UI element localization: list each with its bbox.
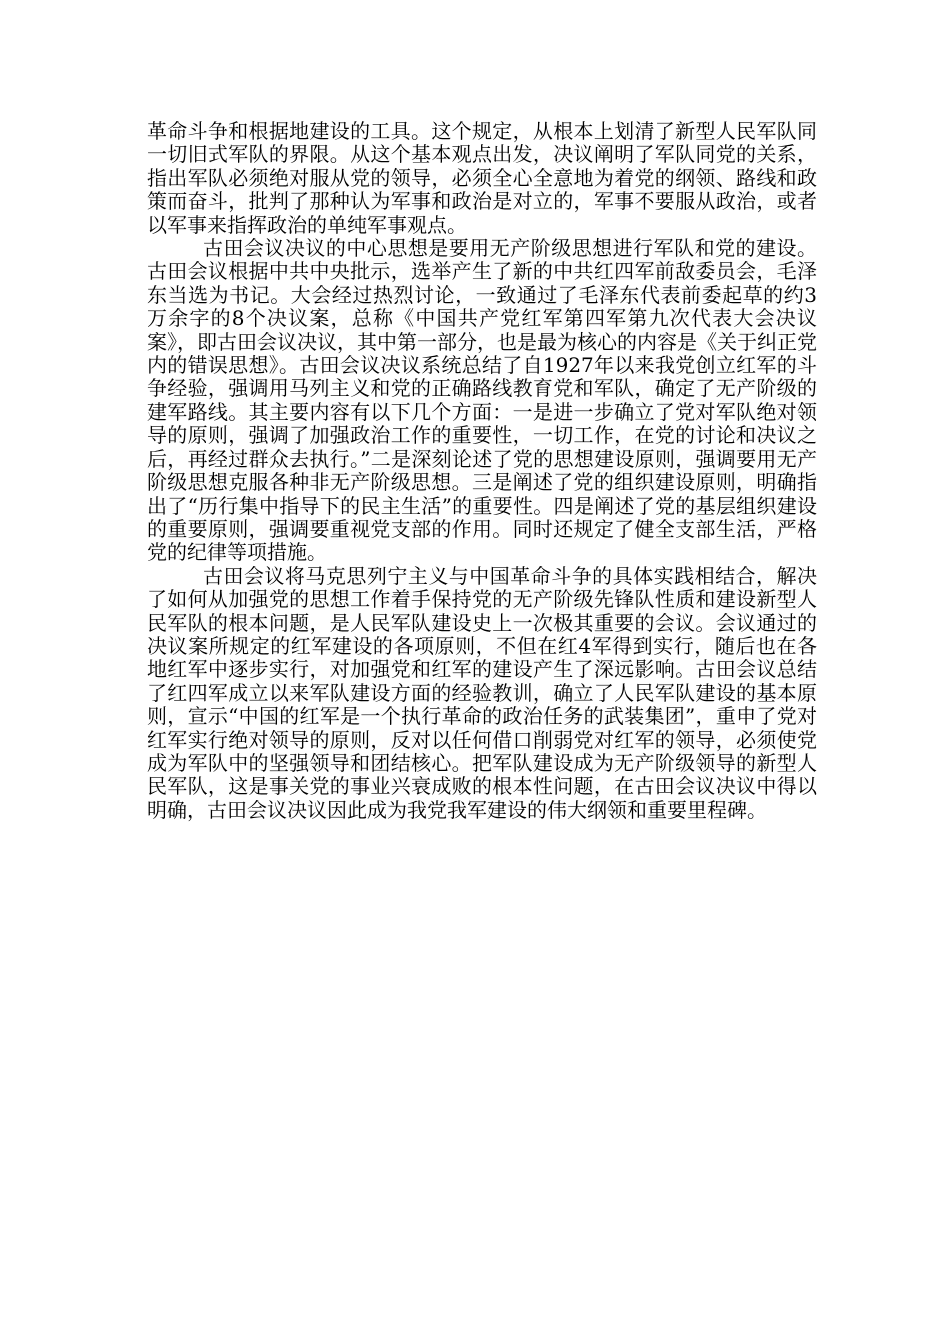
paragraph-3: 古田会议将马克思列宁主义与中国革命斗争的具体实践相结合，解决了如何从加强党的思想工作着手保持党的无产阶级先锋队性质和建设新型人民军队的根本问题，是人民军队建设史上一次极其重要的会议。会议通过的决议案所规定的红军建设的各项原则，不但在红4军得到实行，随后也在各地红军中逐步实行，对加强党和红军的建设产生了深远影响。古田会议总结了红四军成立以来军队建设方面的经验教训，确立了人民军队建设的基本原则，宣示“中国的红军是一个执行革命的政治任务的武装集团”，重申了党对红军实行绝对领导的原则，反对以任何借口削弱党对红军的领导，必须使党成为军队中的坚强领导和团结核心。把军队建设成为无产阶级领导的新型人民军队，这是事关党的事业兴衰成败的根本性问题，在古田会议决议中得以明确，古田会议决议因此成为我党我军建设的伟大纲领和重要里程碑。: [147, 563, 817, 822]
paragraph-1: 革命斗争和根据地建设的工具。这个规定，从根本上划清了新型人民军队同一切旧式军队的界限。从这个基本观点出发，决议阐明了军队同党的关系，指出军队必须绝对服从党的领导，必须全心全意地为着党的纲领、路线和政策而奋斗，批判了那种认为军事和政治是对立的，军事不要服从政治，或者以军事来指挥政治的单纯军事观点。: [147, 119, 817, 237]
document-body: [147, 120, 817, 822]
paragraph-2: 古田会议决议的中心思想是要用无产阶级思想进行军队和党的建设。古田会议根据中共中央批示，选举产生了新的中共红四军前敌委员会，毛泽东当选为书记。大会经过热烈讨论，一致通过了毛泽东代表前委起草的约3万余字的8个决议案，总称《中国共产党红军第四军第九次代表大会决议案》，即古田会议决议，其中第一部分，也是最为核心的内容是《关于纠正党内的错误思想》。古田会议决议系统总结了自1927年以来我党创立红军的斗争经验，强调用马列主义和党的正确路线教育党和军队，确定了无产阶级的建军路线。其主要内容有以下几个方面：一是进一步确立了党对军队绝对领导的原则，强调了加强政治工作的重要性，一切工作，在党的讨论和决议之后，再经过群众去执行。”二是深刻论述了党的思想建设原则，强调要用无产阶级思想克服各种非无产阶级思想。三是阐述了党的组织建设原则，明确指出了“历行集中指导下的民主生活”的重要性。四是阐述了党的基层组织建设的重要原则，强调要重视党支部的作用。同时还规定了健全支部生活，严格党的纪律等项措施。: [147, 236, 817, 565]
